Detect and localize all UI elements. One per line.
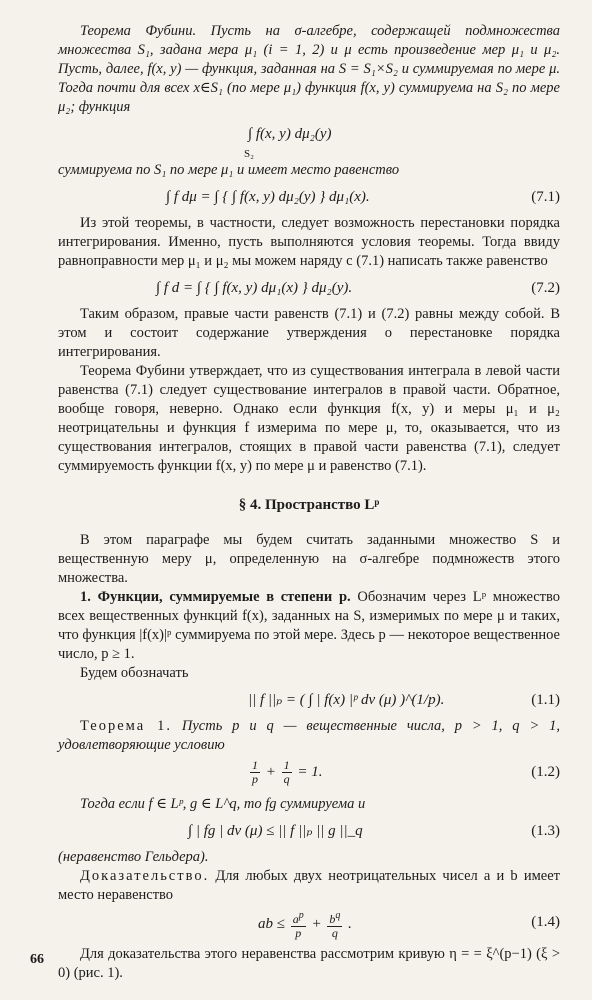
equation-inner-integral: ∫ f(x, y) dμ₂(y) S₂ bbox=[244, 126, 332, 160]
equation-number: (1.4) bbox=[531, 914, 560, 930]
equation-1-2: 1 p + 1 q = 1. (1.2) bbox=[252, 758, 560, 786]
paragraph-conclusion: Таким образом, правые части равенств (7.1) и (7.2) равны между собой. В этом и состоит содержание утверждения о перестановке порядка интегрирования. bbox=[58, 306, 560, 360]
paragraph-curve: Для доказательства этого неравенства рассмотрим кривую η = = ξ^(p−1) (ξ > 0) (рис. 1). bbox=[58, 946, 560, 981]
fubini-theorem-statement: Теорема Фубини. Пусть на σ-алгебре, содержащей подмножества множества S₁, задана мера μ₁ (i = 1, 2) и μ есть произведение мер μ₁ и μ₂. Пусть, далее, f(x, y) — функция, заданная на S = S₁×S₂ и суммируемая по мере μ. Тогда почти для всех x∈S₁ (по мере μ₁) функция f(x, y) суммируема на S₂ по мере μ₂; функция bbox=[58, 23, 560, 115]
paragraph-intro: В этом параграфе мы будем считать заданными множество S и вещественную меру μ, определенную на σ-алгебре подмножеств этого множества. bbox=[58, 532, 560, 586]
equation-1-3: ∫ | fg | dv (μ) ≤ || f ||ₚ || g ||_q (1.3) bbox=[188, 823, 560, 839]
equation-1-1: || f ||ₚ = ( ∫ | f(x) |ᵖ dv (μ) )^(1/p). (1.1) bbox=[248, 692, 560, 708]
page-body bbox=[58, 22, 560, 983]
fubini-continuation: суммируема по S₁ по мере μ₁ и имеет место равенство bbox=[58, 162, 400, 178]
equation-number: (7.2) bbox=[531, 280, 560, 296]
equation-number: (1.1) bbox=[531, 692, 560, 708]
paragraph-lp-definition: 1. Функции, суммируемые в степени p. Обозначим через Lᵖ множество всех вещественных функций f(x), заданных на S, измеримых по мере μ и таких, что функция |f(x)|ᵖ суммируема по этой мере. Здесь p — некоторое вещественное число, p ≥ 1. bbox=[58, 589, 561, 662]
paragraph-converse: Теорема Фубини утверждает, что из существования интеграла в левой части равенства (7.1) следует существование интегралов в правой части. Обратное, вообще говоря, неверно. Однако если функция f(x, y) и меры μ₁ и μ₂ неотрицательны и функция f измерима по мере μ, то, оказывается, что из существования интегралов, стоящих в правой части равенства (7.1), следует суммируемость функции f(x, y) по мере μ и равенство (7.1). bbox=[58, 363, 560, 474]
theorem-1-conclusion: Тогда если f ∈ Lᵖ, g ∈ L^q, то fg суммируема и bbox=[80, 796, 366, 812]
section-heading: § 4. Пространство Lᵖ bbox=[238, 497, 380, 513]
paragraph-notation: Будем обозначать bbox=[80, 665, 189, 681]
equation-number: (1.2) bbox=[531, 764, 560, 780]
equation-7-1: ∫ f dμ = ∫ { ∫ f(x, y) dμ₂(y) } dμ₁(x). (7.1) bbox=[166, 189, 560, 205]
page-number: 66 bbox=[30, 952, 44, 967]
proof-paragraph: Доказательство. Для любых двух неотрицательных чисел a и b имеет место неравенство bbox=[58, 868, 560, 903]
equation-number: (7.1) bbox=[531, 189, 560, 205]
paragraph-permutation: Из этой теоремы, в частности, следует возможность перестановки порядка интегрирования. Именно, пусть выполняются условия теоремы. Тогда ввиду равноправности мер μ₁ и μ₂ мы можем наряду с (7.1) написать также равенство bbox=[58, 215, 560, 269]
equation-number: (1.3) bbox=[531, 823, 560, 839]
holder-label: (неравенство Гельдера). bbox=[58, 849, 209, 865]
equation-7-2: ∫ f d = ∫ { ∫ f(x, y) dμ₁(x) } dμ₂(y). (7.2) bbox=[156, 280, 560, 296]
theorem-1: Теорема 1. Пусть p и q — вещественные числа, p > 1, q > 1, удовлетворяющие условию bbox=[58, 718, 561, 753]
subsection-title: 1. Функции, суммируемые в степени p. bbox=[80, 589, 351, 605]
equation-1-4: ab ≤ $a^p$ p + $b^q$ q . (1.4) bbox=[258, 910, 560, 940]
